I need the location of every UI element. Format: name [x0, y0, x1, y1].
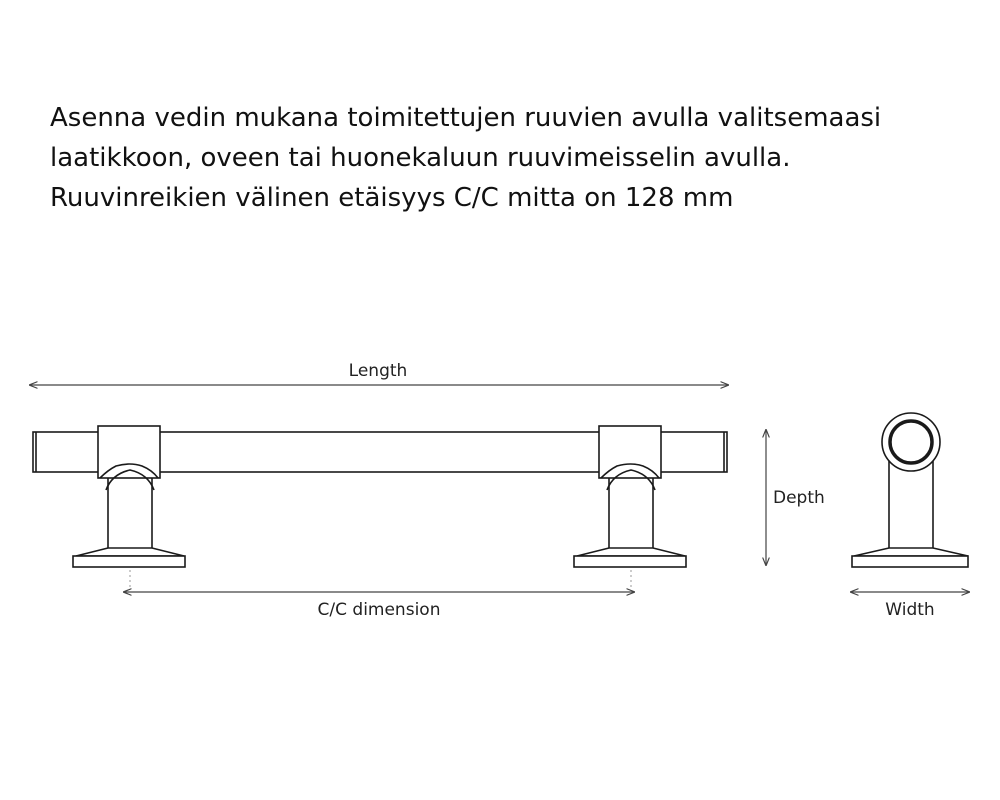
length-dimension — [30, 361, 728, 385]
right-post-base-flare — [577, 548, 685, 556]
right-post-base-plate — [574, 556, 686, 567]
left-post-base-plate — [73, 556, 185, 567]
side-view-base-flare — [854, 548, 968, 556]
width-dimension — [851, 592, 969, 620]
handle-side-view — [852, 413, 968, 567]
cc-center-ticks — [130, 570, 631, 590]
right-post-stem — [609, 470, 653, 550]
length-label: Length — [348, 361, 408, 381]
left-post-stem — [108, 470, 152, 550]
instruction-line-2: laatikkoon, oveen tai huonekaluun ruuvimeisselin avulla. — [50, 143, 791, 173]
cc-dimension — [124, 592, 634, 620]
side-view-bar-end — [890, 421, 932, 463]
instruction-line-1: Asenna vedin mukana toimitettujen ruuvien avulla valitsemaasi — [50, 103, 882, 133]
cc-dimension-label: C/C dimension — [317, 600, 441, 620]
left-post-base-flare — [76, 548, 184, 556]
depth-dimension — [766, 430, 825, 565]
side-view-base-plate — [852, 556, 968, 567]
instruction-line-3: Ruuvinreikien välinen etäisyys C/C mitta on 128 mm — [50, 183, 734, 213]
depth-label: Depth — [773, 488, 825, 508]
width-label: Width — [885, 600, 935, 620]
handle-front-view — [33, 426, 727, 567]
